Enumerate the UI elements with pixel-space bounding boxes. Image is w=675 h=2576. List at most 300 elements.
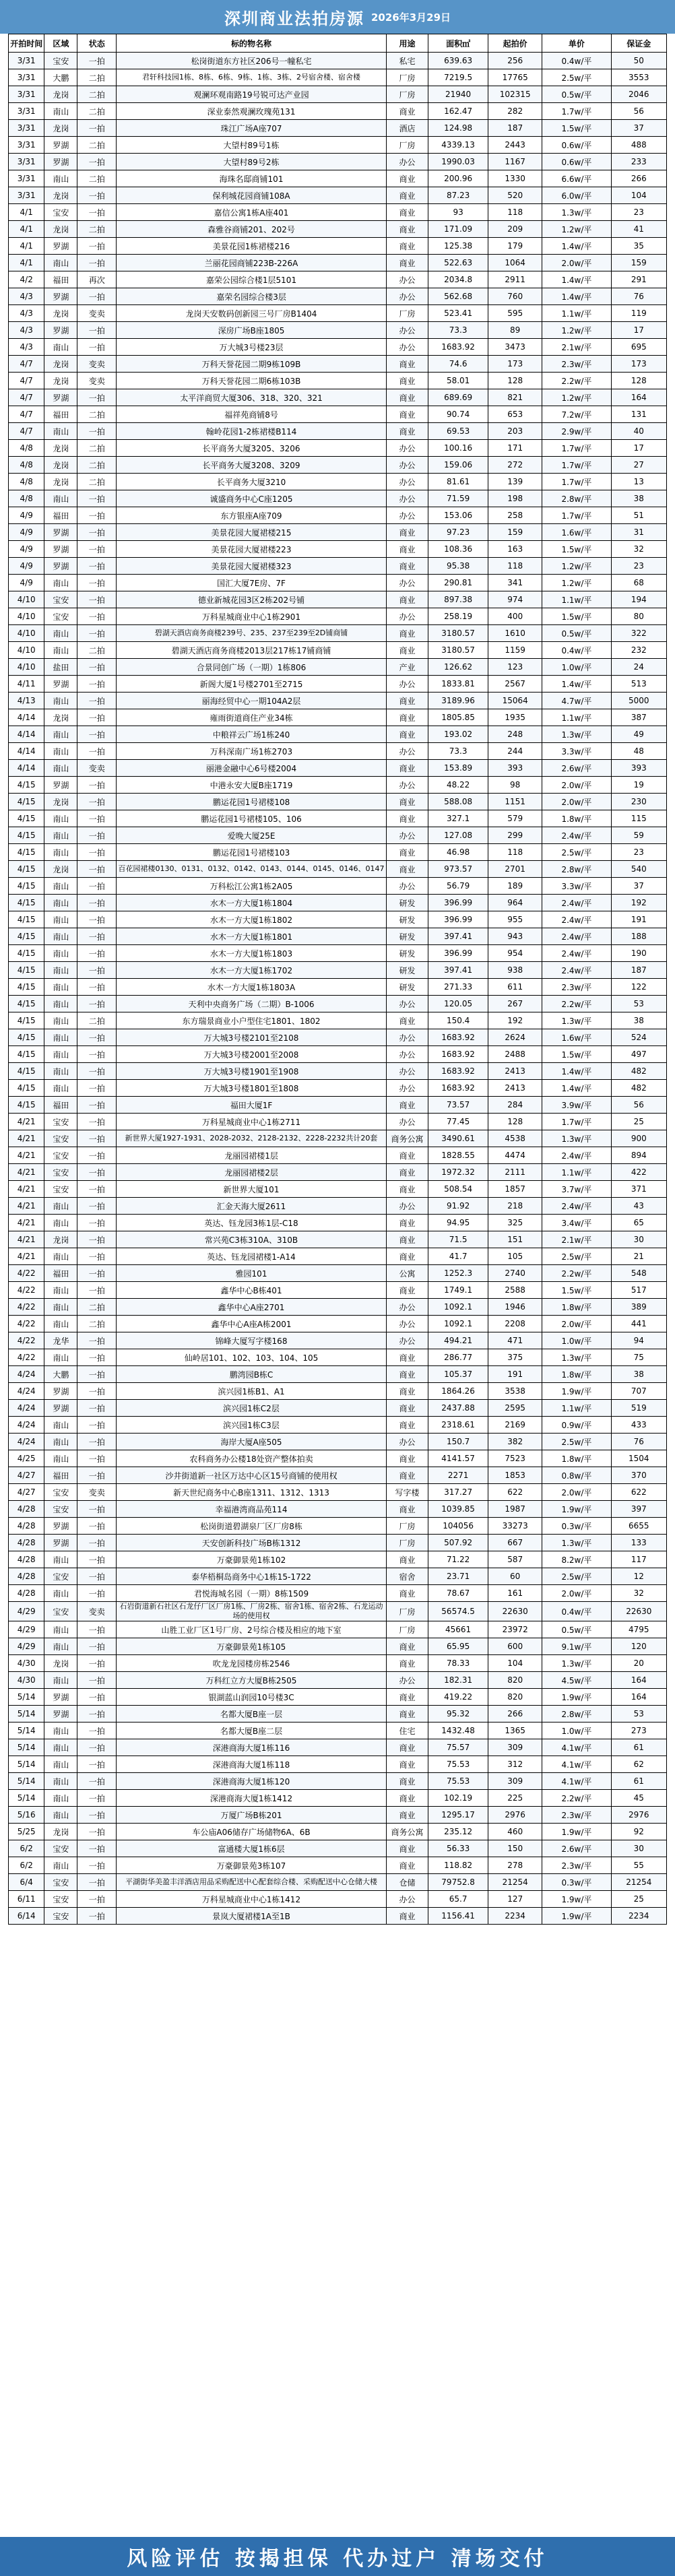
table-row[interactable]	[9, 895, 667, 911]
cell-col-name: 中港永安大厦B座1719	[117, 777, 387, 794]
cell-col-district: 南山	[44, 575, 77, 591]
table-row[interactable]	[9, 1672, 667, 1689]
cell-col-price: 118	[488, 844, 542, 861]
cell-col-usage: 商业	[386, 1164, 428, 1181]
cell-col-date: 4/21	[9, 1130, 44, 1147]
cell-col-deposit: 19	[611, 777, 666, 794]
header-col-district: 区域	[44, 34, 77, 53]
cell-col-unit-price: 2.0w/平	[542, 777, 611, 794]
table-row[interactable]	[9, 591, 667, 608]
cell-col-unit-price: 2.5w/平	[542, 1248, 611, 1265]
table-row[interactable]	[9, 255, 667, 271]
cell-col-price: 974	[488, 591, 542, 608]
cell-col-area: 689.69	[428, 389, 488, 406]
table-row[interactable]	[9, 861, 667, 878]
table-row[interactable]	[9, 676, 667, 693]
cell-col-deposit: 45	[611, 1790, 666, 1807]
table-row[interactable]	[9, 1383, 667, 1400]
cell-col-date: 4/9	[9, 524, 44, 541]
cell-col-usage: 商业	[386, 1551, 428, 1568]
cell-col-date: 4/15	[9, 810, 44, 827]
cell-col-district: 南山	[44, 878, 77, 895]
cell-col-price: 159	[488, 524, 542, 541]
header-col-deposit: 保证金	[611, 34, 666, 53]
cell-col-date: 4/28	[9, 1518, 44, 1535]
cell-col-usage: 商务公寓	[386, 1130, 428, 1147]
table-row[interactable]	[9, 524, 667, 541]
cell-col-deposit: 49	[611, 726, 666, 743]
table-row[interactable]	[9, 1198, 667, 1215]
table-row[interactable]	[9, 238, 667, 255]
table-row[interactable]	[9, 1840, 667, 1857]
cell-col-usage: 办公	[386, 1114, 428, 1130]
cell-col-status: 二拍	[77, 221, 117, 238]
cell-col-price: 128	[488, 373, 542, 389]
table-row[interactable]	[9, 53, 667, 69]
table-row[interactable]	[9, 1450, 667, 1467]
cell-col-unit-price: 1.1w/平	[542, 709, 611, 726]
cell-col-usage: 商业	[386, 1756, 428, 1773]
cell-col-date: 4/15	[9, 844, 44, 861]
cell-col-district: 南山	[44, 844, 77, 861]
table-row[interactable]	[9, 1874, 667, 1891]
table-row[interactable]	[9, 1807, 667, 1824]
cell-col-price: 198	[488, 490, 542, 507]
table-row[interactable]	[9, 1063, 667, 1080]
cell-col-date: 4/29	[9, 1602, 44, 1621]
table-row[interactable]	[9, 1097, 667, 1114]
table-row[interactable]	[9, 1417, 667, 1434]
cell-col-district: 南山	[44, 170, 77, 187]
cell-col-status: 一拍	[77, 591, 117, 608]
cell-col-date: 4/1	[9, 221, 44, 238]
table-row[interactable]	[9, 1046, 667, 1063]
table-row[interactable]	[9, 878, 667, 895]
cell-col-deposit: 25	[611, 1891, 666, 1908]
cell-col-status: 一拍	[77, 204, 117, 221]
cell-col-name: 车公庙A06储存广场储物6A、6B	[117, 1824, 387, 1840]
cell-col-price: 375	[488, 1349, 542, 1366]
table-row[interactable]	[9, 1265, 667, 1282]
table-row[interactable]	[9, 1891, 667, 1908]
table-row[interactable]	[9, 1706, 667, 1722]
cell-col-area: 153.06	[428, 507, 488, 524]
cell-col-date: 4/21	[9, 1215, 44, 1231]
table-row[interactable]	[9, 625, 667, 642]
table-row[interactable]	[9, 1655, 667, 1672]
table-row[interactable]	[9, 305, 667, 322]
cell-col-area: 897.38	[428, 591, 488, 608]
table-row[interactable]	[9, 1621, 667, 1638]
table-row[interactable]	[9, 339, 667, 356]
table-row[interactable]	[9, 1908, 667, 1925]
cell-col-district: 南山	[44, 1739, 77, 1756]
cell-col-area: 396.99	[428, 895, 488, 911]
cell-col-area: 71.5	[428, 1231, 488, 1248]
cell-col-date: 4/15	[9, 1012, 44, 1029]
cell-col-name: 长平商务大厦3205、3206	[117, 440, 387, 457]
table-row[interactable]	[9, 1012, 667, 1029]
table-row[interactable]	[9, 406, 667, 423]
cell-col-status: 一拍	[77, 693, 117, 709]
cell-col-name: 森雅谷商铺201、202号	[117, 221, 387, 238]
cell-col-price: 4474	[488, 1147, 542, 1164]
table-row[interactable]	[9, 86, 667, 103]
table-row[interactable]	[9, 423, 667, 440]
cell-col-name: 万科天誉花园二期6栋103B	[117, 373, 387, 389]
cell-col-district: 南山	[44, 255, 77, 271]
cell-col-name: 天利中央商务广场（二期）B-1006	[117, 996, 387, 1012]
cell-col-deposit: 389	[611, 1299, 666, 1316]
table-row[interactable]	[9, 120, 667, 137]
table-row[interactable]	[9, 1467, 667, 1484]
cell-col-status: 一拍	[77, 1450, 117, 1467]
table-row[interactable]	[9, 1434, 667, 1450]
cell-col-name: 鹏运花园1号裙楼108	[117, 794, 387, 810]
table-row[interactable]	[9, 979, 667, 996]
cell-col-date: 4/10	[9, 608, 44, 625]
table-row[interactable]	[9, 608, 667, 625]
cell-col-usage: 写字楼	[386, 1484, 428, 1501]
cell-col-price: 382	[488, 1434, 542, 1450]
cell-col-deposit: 32	[611, 1585, 666, 1602]
table-row[interactable]	[9, 1282, 667, 1299]
cell-col-district: 南山	[44, 928, 77, 945]
cell-col-district: 南山	[44, 1012, 77, 1029]
cell-col-district: 宝安	[44, 1602, 77, 1621]
cell-col-usage: 厂房	[386, 1535, 428, 1551]
cell-col-status: 二拍	[77, 170, 117, 187]
table-row[interactable]	[9, 103, 667, 120]
cell-col-area: 75.53	[428, 1773, 488, 1790]
cell-col-usage: 商业	[386, 187, 428, 204]
table-row[interactable]	[9, 1773, 667, 1790]
cell-col-name: 水木一方大厦1栋1702	[117, 962, 387, 979]
table-row[interactable]	[9, 1602, 667, 1621]
cell-col-date: 5/14	[9, 1773, 44, 1790]
table-row[interactable]	[9, 911, 667, 928]
cell-col-usage: 办公	[386, 271, 428, 288]
cell-col-name: 诚盛商务中心C座1205	[117, 490, 387, 507]
table-row[interactable]	[9, 1114, 667, 1130]
cell-col-date: 4/9	[9, 507, 44, 524]
cell-col-price: 118	[488, 558, 542, 575]
cell-col-status: 一拍	[77, 608, 117, 625]
cell-col-name: 仙岭居101、102、103、104、105	[117, 1349, 387, 1366]
cell-col-date: 4/10	[9, 659, 44, 676]
cell-col-usage: 商业	[386, 1417, 428, 1434]
table-row[interactable]	[9, 288, 667, 305]
cell-col-name: 万豪御景苑1栋105	[117, 1638, 387, 1655]
cell-col-unit-price: 0.6w/平	[542, 137, 611, 154]
cell-col-area: 108.36	[428, 541, 488, 558]
cell-col-area: 1039.85	[428, 1501, 488, 1518]
table-row[interactable]	[9, 1824, 667, 1840]
table-row[interactable]	[9, 507, 667, 524]
cell-col-status: 一拍	[77, 709, 117, 726]
cell-col-unit-price: 3.4w/平	[542, 1215, 611, 1231]
cell-col-name: 美景花园1栋裙楼216	[117, 238, 387, 255]
cell-col-usage: 办公	[386, 490, 428, 507]
cell-col-price: 128	[488, 1114, 542, 1130]
table-row[interactable]	[9, 322, 667, 339]
table-row[interactable]	[9, 1332, 667, 1349]
table-row[interactable]	[9, 373, 667, 389]
table-row[interactable]	[9, 1568, 667, 1585]
header-col-unit-price: 单价	[542, 34, 611, 53]
cell-col-usage: 研发	[386, 962, 428, 979]
cell-col-price: 127	[488, 1891, 542, 1908]
cell-col-unit-price: 1.6w/平	[542, 1029, 611, 1046]
table-row[interactable]	[9, 1181, 667, 1198]
cell-col-status: 一拍	[77, 288, 117, 305]
table-row[interactable]	[9, 1349, 667, 1366]
cell-col-date: 4/3	[9, 305, 44, 322]
cell-col-area: 193.02	[428, 726, 488, 743]
table-row[interactable]	[9, 962, 667, 979]
cell-col-status: 一拍	[77, 1874, 117, 1891]
cell-col-unit-price: 1.2w/平	[542, 322, 611, 339]
table-row[interactable]	[9, 844, 667, 861]
cell-col-date: 4/13	[9, 693, 44, 709]
table-row[interactable]	[9, 709, 667, 726]
cell-col-unit-price: 1.2w/平	[542, 575, 611, 591]
table-row[interactable]	[9, 1739, 667, 1756]
cell-col-date: 4/25	[9, 1450, 44, 1467]
table-row[interactable]	[9, 1585, 667, 1602]
cell-col-deposit: 117	[611, 1551, 666, 1568]
cell-col-deposit: 40	[611, 423, 666, 440]
cell-col-status: 一拍	[77, 1417, 117, 1434]
cell-col-usage: 厂房	[386, 69, 428, 86]
cell-col-deposit: 68	[611, 575, 666, 591]
cell-col-status: 一拍	[77, 1198, 117, 1215]
table-row[interactable]	[9, 1400, 667, 1417]
cell-col-price: 272	[488, 457, 542, 474]
cell-col-unit-price: 1.9w/平	[542, 1891, 611, 1908]
cell-col-status: 一拍	[77, 389, 117, 406]
cell-col-area: 2318.61	[428, 1417, 488, 1434]
cell-col-date: 4/22	[9, 1299, 44, 1316]
table-row[interactable]	[9, 69, 667, 86]
cell-col-deposit: 25	[611, 1114, 666, 1130]
cell-col-area: 1683.92	[428, 1063, 488, 1080]
cell-col-unit-price: 2.4w/平	[542, 1147, 611, 1164]
cell-col-area: 2437.88	[428, 1400, 488, 1417]
table-row[interactable]	[9, 1231, 667, 1248]
cell-col-area: 973.57	[428, 861, 488, 878]
cell-col-area: 97.23	[428, 524, 488, 541]
table-row[interactable]	[9, 1722, 667, 1739]
table-row[interactable]	[9, 743, 667, 760]
cell-col-deposit: 517	[611, 1282, 666, 1299]
cell-col-unit-price: 1.3w/平	[542, 1130, 611, 1147]
cell-col-district: 罗湖	[44, 154, 77, 170]
cell-col-deposit: 900	[611, 1130, 666, 1147]
table-row[interactable]	[9, 1130, 667, 1147]
cell-col-name: 万大城3号楼1901至1908	[117, 1063, 387, 1080]
cell-col-district: 南山	[44, 1756, 77, 1773]
table-row[interactable]	[9, 1366, 667, 1383]
table-row[interactable]	[9, 726, 667, 743]
table-row[interactable]	[9, 1248, 667, 1265]
cell-col-date: 5/25	[9, 1824, 44, 1840]
cell-col-unit-price: 1.0w/平	[542, 659, 611, 676]
table-row[interactable]	[9, 1518, 667, 1535]
cell-col-district: 罗湖	[44, 541, 77, 558]
cell-col-deposit: 291	[611, 271, 666, 288]
table-row[interactable]	[9, 1147, 667, 1164]
table-row[interactable]	[9, 271, 667, 288]
table-row[interactable]	[9, 659, 667, 676]
cell-col-usage: 商业	[386, 1790, 428, 1807]
table-row[interactable]	[9, 1164, 667, 1181]
cell-col-district: 龙岗	[44, 120, 77, 137]
cell-col-usage: 商业	[386, 238, 428, 255]
cell-col-date: 4/10	[9, 591, 44, 608]
table-row[interactable]	[9, 558, 667, 575]
cell-col-status: 一拍	[77, 777, 117, 794]
table-row[interactable]	[9, 541, 667, 558]
cell-col-unit-price: 2.6w/平	[542, 760, 611, 777]
cell-col-status: 一拍	[77, 1689, 117, 1706]
cell-col-price: 2911	[488, 271, 542, 288]
cell-col-price: 587	[488, 1551, 542, 1568]
cell-col-unit-price: 2.9w/平	[542, 423, 611, 440]
table-row[interactable]	[9, 760, 667, 777]
cell-col-name: 深港商海大厦1栋116	[117, 1739, 387, 1756]
cell-col-usage: 厂房	[386, 1602, 428, 1621]
cell-col-area: 396.99	[428, 911, 488, 928]
cell-col-area: 150.7	[428, 1434, 488, 1450]
table-row[interactable]	[9, 1501, 667, 1518]
table-row[interactable]	[9, 1790, 667, 1807]
table-row[interactable]	[9, 794, 667, 810]
cell-col-usage: 商业	[386, 1773, 428, 1790]
cell-col-status: 一拍	[77, 1332, 117, 1349]
cell-col-status: 变卖	[77, 1602, 117, 1621]
cell-col-name: 吹龙龙园楼房栋2546	[117, 1655, 387, 1672]
table-row[interactable]	[9, 810, 667, 827]
cell-col-unit-price: 1.3w/平	[542, 204, 611, 221]
table-row[interactable]	[9, 1316, 667, 1332]
table-row[interactable]	[9, 777, 667, 794]
table-row[interactable]	[9, 945, 667, 962]
table-row[interactable]	[9, 928, 667, 945]
table-row[interactable]	[9, 1551, 667, 1568]
cell-col-deposit: 548	[611, 1265, 666, 1282]
cell-col-date: 4/15	[9, 945, 44, 962]
cell-col-date: 6/14	[9, 1908, 44, 1925]
table-row[interactable]	[9, 204, 667, 221]
cell-col-unit-price: 1.4w/平	[542, 288, 611, 305]
cell-col-usage: 商业	[386, 1908, 428, 1925]
table-row[interactable]	[9, 187, 667, 204]
cell-col-price: 218	[488, 1198, 542, 1215]
cell-col-district: 宝安	[44, 1874, 77, 1891]
cell-col-area: 75.53	[428, 1756, 488, 1773]
cell-col-unit-price: 1.9w/平	[542, 1383, 611, 1400]
table-row[interactable]	[9, 1638, 667, 1655]
cell-col-date: 4/21	[9, 1181, 44, 1198]
table-row[interactable]	[9, 490, 667, 507]
cell-col-status: 一拍	[77, 743, 117, 760]
cell-col-usage: 商业	[386, 1840, 428, 1857]
cell-col-status: 一拍	[77, 1621, 117, 1638]
table-row[interactable]	[9, 1756, 667, 1773]
table-row[interactable]	[9, 170, 667, 187]
cell-col-name: 新阁大厦1号楼2701至2715	[117, 676, 387, 693]
cell-col-unit-price: 2.2w/平	[542, 1790, 611, 1807]
table-row[interactable]	[9, 137, 667, 154]
table-row[interactable]	[9, 1215, 667, 1231]
cell-col-name: 汇金天海大厦2611	[117, 1198, 387, 1215]
cell-col-usage: 宿舍	[386, 1568, 428, 1585]
cell-col-status: 一拍	[77, 676, 117, 693]
table-row[interactable]	[9, 996, 667, 1012]
cell-col-status: 一拍	[77, 1400, 117, 1417]
table-row[interactable]	[9, 575, 667, 591]
cell-col-name: 万大城3号楼2001至2008	[117, 1046, 387, 1063]
cell-col-deposit: 24	[611, 659, 666, 676]
cell-col-usage: 商业	[386, 1181, 428, 1198]
cell-col-name: 深港商海大厦1栋120	[117, 1773, 387, 1790]
cell-col-area: 71.22	[428, 1551, 488, 1568]
cell-col-area: 1864.26	[428, 1383, 488, 1400]
table-row[interactable]	[9, 154, 667, 170]
cell-col-status: 一拍	[77, 1807, 117, 1824]
cell-col-usage: 商业	[386, 356, 428, 373]
cell-col-date: 3/31	[9, 154, 44, 170]
cell-col-deposit: 190	[611, 945, 666, 962]
table-row[interactable]	[9, 827, 667, 844]
cell-col-unit-price: 3.3w/平	[542, 878, 611, 895]
cell-col-status: 一拍	[77, 1046, 117, 1063]
table-row[interactable]	[9, 1029, 667, 1046]
table-row[interactable]	[9, 221, 667, 238]
cell-col-deposit: 17	[611, 440, 666, 457]
table-row[interactable]	[9, 356, 667, 373]
table-row[interactable]	[9, 1689, 667, 1706]
cell-col-district: 南山	[44, 962, 77, 979]
cell-col-usage: 办公	[386, 1891, 428, 1908]
cell-col-unit-price: 1.5w/平	[542, 120, 611, 137]
table-row[interactable]	[9, 1857, 667, 1874]
cell-col-status: 二拍	[77, 474, 117, 490]
table-row[interactable]	[9, 693, 667, 709]
table-row[interactable]	[9, 457, 667, 474]
cell-col-price: 1167	[488, 154, 542, 170]
table-row[interactable]	[9, 1484, 667, 1501]
cell-col-area: 1683.92	[428, 1046, 488, 1063]
table-row[interactable]	[9, 1299, 667, 1316]
table-row[interactable]	[9, 440, 667, 457]
cell-col-unit-price: 1.3w/平	[542, 1012, 611, 1029]
cell-col-usage: 产业	[386, 659, 428, 676]
cell-col-area: 65.7	[428, 1891, 488, 1908]
table-row[interactable]	[9, 642, 667, 659]
cell-col-name: 鹏运花园1号裙楼103	[117, 844, 387, 861]
cell-col-usage: 研发	[386, 928, 428, 945]
table-row[interactable]	[9, 389, 667, 406]
table-row[interactable]	[9, 1080, 667, 1097]
cell-col-deposit: 62	[611, 1756, 666, 1773]
cell-col-price: 123	[488, 659, 542, 676]
cell-col-price: 600	[488, 1638, 542, 1655]
table-row[interactable]	[9, 1535, 667, 1551]
table-row[interactable]	[9, 474, 667, 490]
cell-col-date: 4/28	[9, 1535, 44, 1551]
